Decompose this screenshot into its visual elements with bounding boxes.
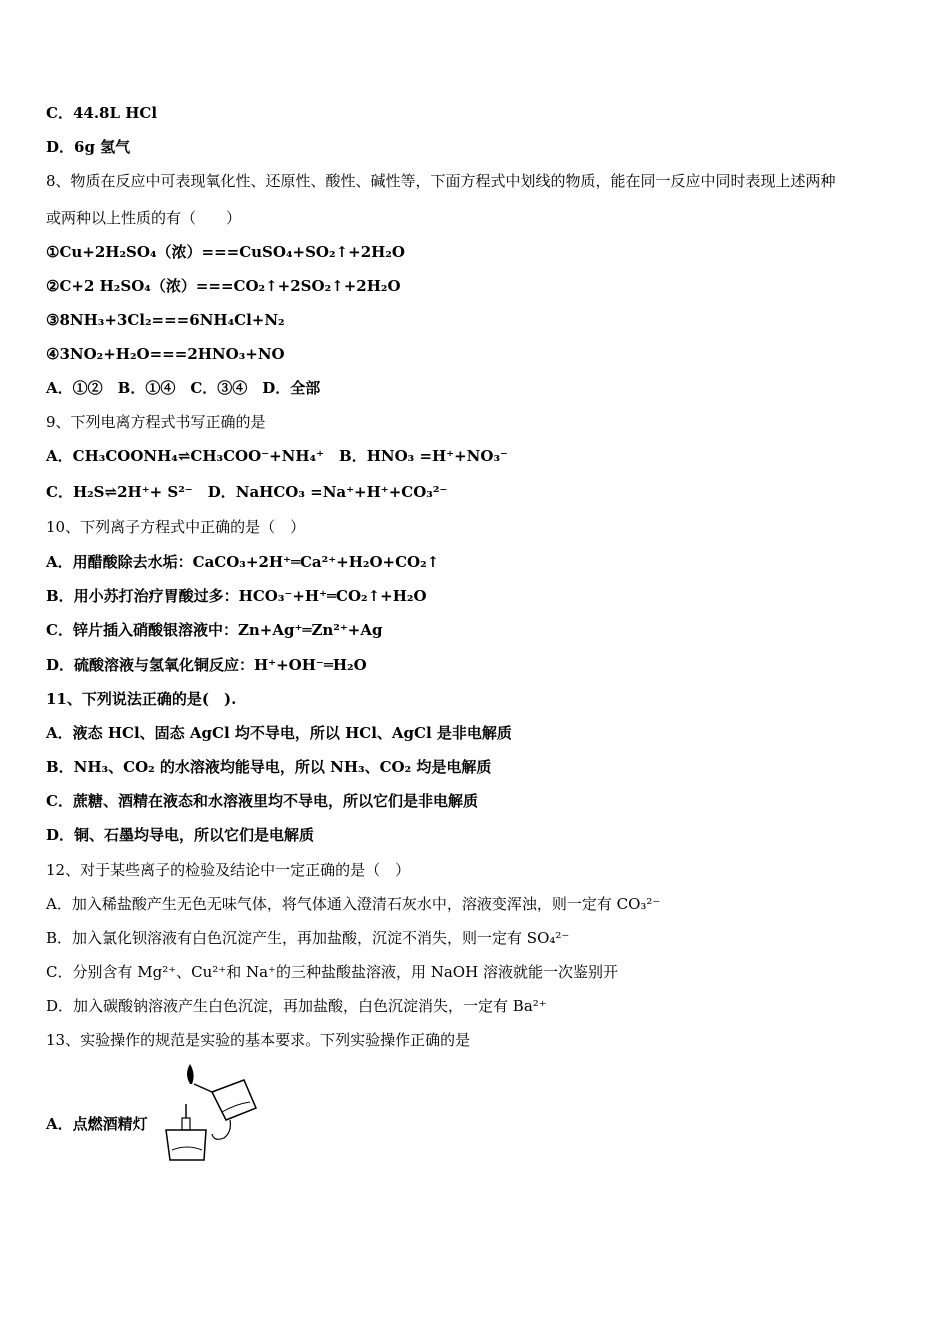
alcohol-lamp-illustration — [160, 1060, 260, 1170]
question-13-stem: 13、实验操作的规范是实验的基本要求。下列实验操作正确的是 — [46, 1031, 471, 1049]
options-q9-ab: A．CH₃COONH₄⇌CH₃COO⁻+NH₄⁺ B．HNO₃ =H⁺+NO₃⁻ — [46, 447, 508, 465]
option-a-q10: A．用醋酸除去水垢：CaCO₃+2H⁺═Ca²⁺+H₂O+CO₂↑ — [46, 553, 440, 571]
equation-1: ①Cu+2H₂SO₄（浓）===CuSO₄+SO₂↑+2H₂O — [46, 243, 405, 261]
question-8-stem: 8、物质在反应中可表现氧化性、还原性、酸性、碱性等，下面方程式中划线的物质，能在同一反应中同时表现上述两种 — [46, 172, 836, 190]
option-a-q12: A．加入稀盐酸产生无色无味气体，将气体通入澄清石灰水中，溶液变浑浊，则一定有 CO₃²⁻ — [46, 895, 661, 913]
option-c-q7: C．44.8L HCl — [46, 104, 158, 122]
option-b-q12: B．加入氯化钡溶液有白色沉淀产生，再加盐酸，沉淀不消失，则一定有 SO₄²⁻ — [46, 929, 570, 947]
option-d-q12: D．加入碳酸钠溶液产生白色沉淀，再加盐酸，白色沉淀消失，一定有 Ba²⁺ — [46, 997, 547, 1015]
question-10-stem: 10、下列离子方程式中正确的是（ ） — [46, 518, 306, 536]
equation-3: ③8NH₃+3Cl₂===6NH₄Cl+N₂ — [46, 311, 285, 329]
question-9-stem: 9、下列电离方程式书写正确的是 — [46, 413, 266, 431]
options-q8: A．①② B．①④ C．③④ D．全部 — [46, 379, 321, 397]
option-d-q11: D．铜、石墨均导电，所以它们是电解质 — [46, 826, 315, 844]
option-b-q10: B．用小苏打治疗胃酸过多：HCO₃⁻+H⁺═CO₂↑+H₂O — [46, 587, 427, 605]
question-8-stem-cont: 或两种以上性质的有（ ） — [46, 209, 242, 227]
question-12-stem: 12、对于某些离子的检验及结论中一定正确的是（ ） — [46, 861, 411, 879]
option-a-q11: A．液态 HCl、固态 AgCl 均不导电，所以 HCl、AgCl 是非电解质 — [46, 724, 512, 742]
option-d-q10: D．硫酸溶液与氢氧化铜反应：H⁺+OH⁻═H₂O — [46, 656, 367, 674]
question-11-stem: 11、下列说法正确的是( ). — [46, 690, 237, 708]
equation-2: ②C+2 H₂SO₄（浓）===CO₂↑+2SO₂↑+2H₂O — [46, 277, 401, 295]
option-c-q11: C．蔗糖、酒精在液态和水溶液里均不导电，所以它们是非电解质 — [46, 792, 478, 810]
option-c-q10: C．锌片插入硝酸银溶液中：Zn+Ag⁺═Zn²⁺+Ag — [46, 621, 383, 639]
equation-4: ④3NO₂+H₂O===2HNO₃+NO — [46, 345, 285, 363]
option-a-q13: A．点燃酒精灯 — [46, 1115, 148, 1133]
option-b-q11: B．NH₃、CO₂ 的水溶液均能导电，所以 NH₃、CO₂ 均是电解质 — [46, 758, 492, 776]
option-d-q7: D．6g 氢气 — [46, 138, 131, 156]
option-c-q12: C．分别含有 Mg²⁺、Cu²⁺和 Na⁺的三种盐酸盐溶液，用 NaOH 溶液就能一次鉴别开 — [46, 963, 618, 981]
options-q9-cd: C．H₂S⇌2H⁺+ S²⁻ D．NaHCO₃ =Na⁺+H⁺+CO₃²⁻ — [46, 483, 448, 501]
